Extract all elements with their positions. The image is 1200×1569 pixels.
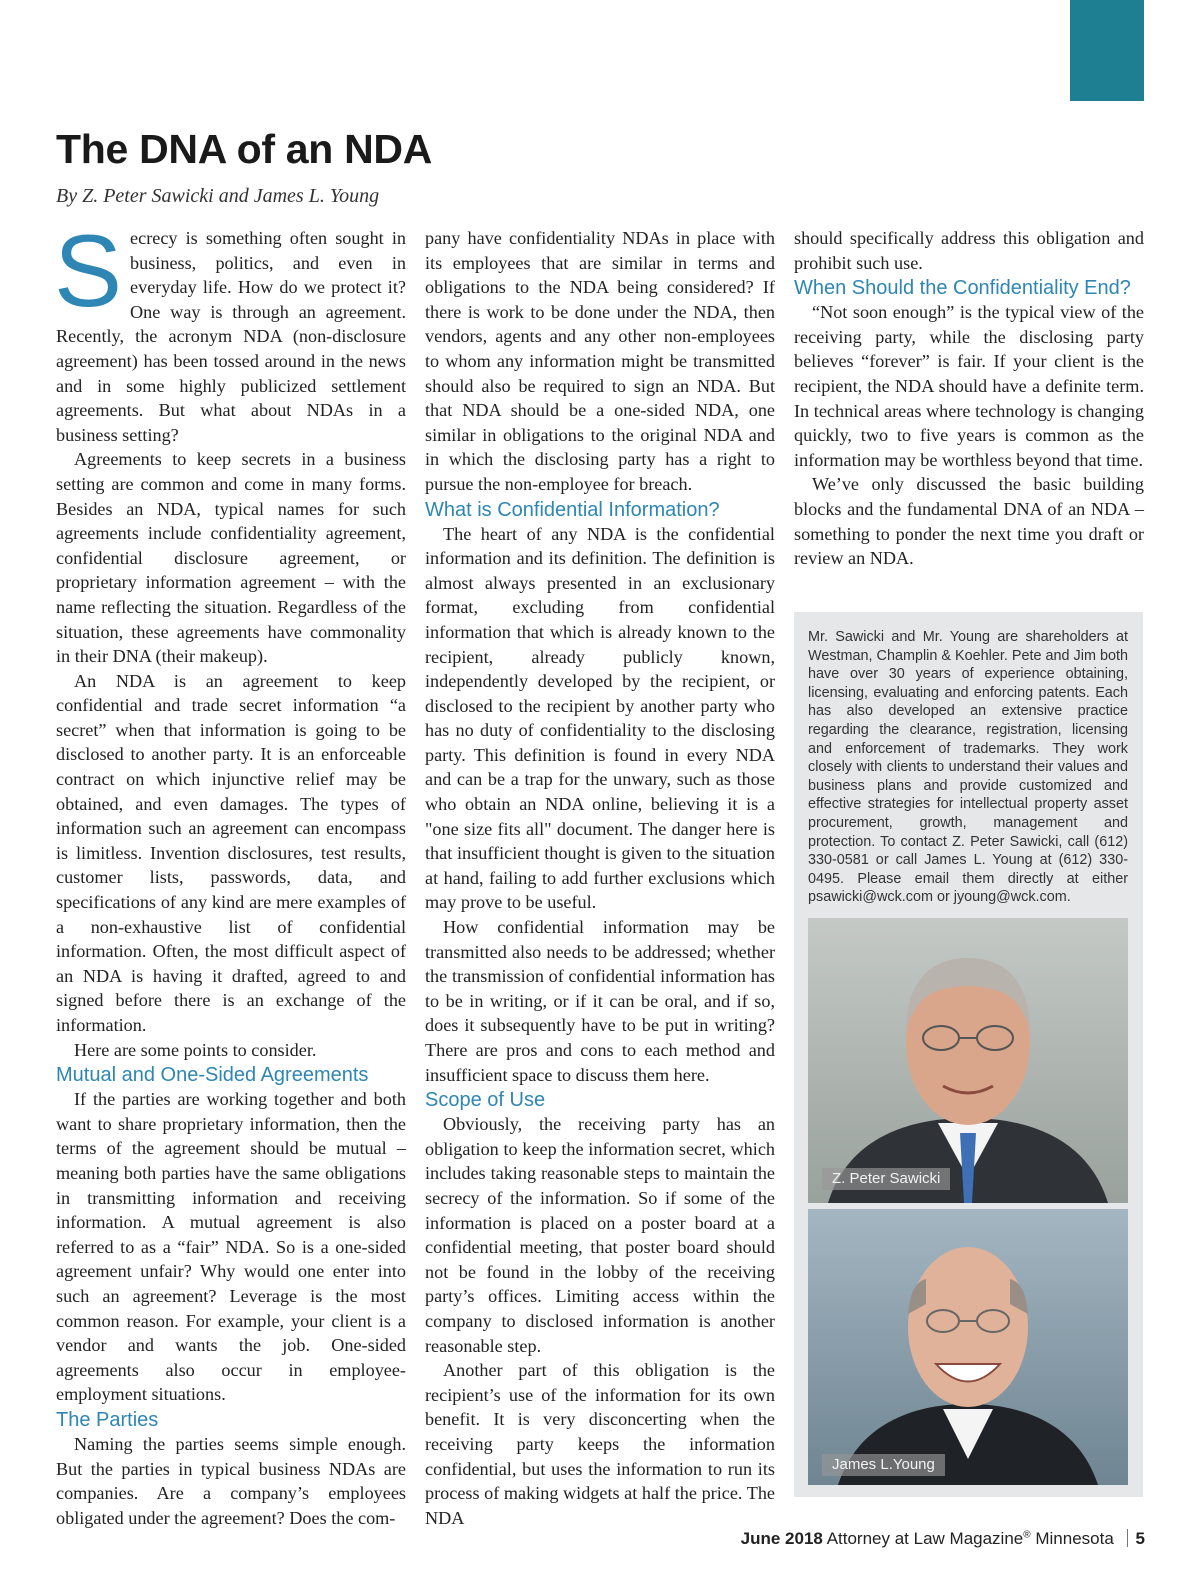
paragraph-text: ecrecy is something often sought in business, politics, and even in everyday life. How do we protect it? One way is through an agreement. Recently, the acronym NDA (non-disclosure agreement) has been tossed around in the news and in some highly publicized settlement agreements. But what about NDAs in a business setting? [56,228,406,445]
photo-caption: Z. Peter Sawicki [822,1168,950,1190]
article-column-1 [54,214,406,1530]
page-number: 5 [1135,1529,1145,1548]
paragraph: Naming the parties seems simple enough. But the parties in typical business NDAs are companies. Are a company’s employees obligated under the agreement? Does the com- [56,1433,406,1528]
article-title: The DNA of an NDA [56,126,433,172]
paragraph: Another part of this obligation is the recipient’s use of the information for its own benefit. It is very disconcerting when the receiving party keeps the information confidential, but uses the information to run its process of making widgets at half the price. The NDA [425,1360,775,1528]
paragraph: should specifically address this obligation and prohibit such use. [794,228,1144,273]
section-heading-parties: The Parties [56,1408,159,1431]
paragraph: An NDA is an agreement to keep confidential and trade secret information “a secret” when that information is going to be disclosed to another party. It is an enforceable contract on which injunctive relief may be obtained, and even damages. The types of information such an agreement can encompass is limitless. Invention disclosures, test results, customer lists, passwords, data, and specifications of any kind are mere examples of a non-exhaustive list of confidential information. Often, the most difficult aspect of an NDA is having it drafted, agreed to and signed before there is an exchange of the information. [56,670,406,1035]
paragraph: pany have confidentiality NDAs in place with its employees that are similar in terms and obligations to the NDA being considered? If there is work to be done under the NDA, then vendors, agents and any other non-employees to whom any information might be transmitted should also be required to sign an NDA. But that NDA should be a one-sided NDA, one similar in obligations to the original NDA and in which the disclosing party has a right to pursue the non-employee for breach. [425,228,775,494]
drop-cap: S [54,214,123,328]
article-column-2 [425,226,775,1530]
footer-divider [1127,1529,1128,1547]
article-column-3 [794,226,1144,571]
page-footer [741,1529,1145,1549]
section-heading-mutual: Mutual and One-Sided Agreements [56,1064,369,1087]
photo-sawicki [808,918,1128,1203]
author-bio: Mr. Sawicki and Mr. Young are shareholders at Westman, Champlin & Koehler. Pete and Jim both have over 30 years of experience obtaining, licensing, evaluating and enforcing patents. Each has also developed an extensive practice regarding the clearance, registration, licensing and enforcement of trademarks. They work closely with clients to understand their values and business plans and provide customized and effective strategies for intellectual property asset procurement, growth, management and protection. To contact Z. Peter Sawicki, call (612) 330-0581 or call James L. Young at (612) 330-0495. Please email them directly at either psawicki@wck.com or jyoung@wck.com. [808,629,1128,906]
article-byline: By Z. Peter Sawicki and James L. Young [56,185,380,207]
paragraph: Agreements to keep secrets in a business setting are common and come in many forms. Besides an NDA, typical names for such agreements include confidentiality agreement, confidential disclosure agreement, or proprietary information agreement – with the name reflecting the situation. Regardless of the situation, these agreements have commonality in their DNA (their makeup). [56,449,406,667]
portrait-illustration [808,918,1128,1203]
registered-mark: ® [1023,1529,1031,1541]
author-bio-box [794,612,1143,1497]
section-heading-scope: Scope of Use [425,1089,546,1112]
portrait-illustration [808,1209,1128,1485]
paragraph: How confidential information may be transmitted also needs to be addressed; whether the transmission of confidential information has to be in writing, or if it can be oral, and if so, does it subsequently have to be put in writing? There are pros and cons to each method and insufficient space to discuss them here. [425,917,775,1085]
paragraph [54,214,406,447]
photo-young [808,1209,1128,1485]
paragraph: “Not soon enough” is the typical view of the receiving party, while the disclosing party believes “forever” is fair. If your client is the recipient, the NDA should have a definite term. In technical areas where technology is changing quickly, two to five years is common as the information may be worthless beyond that time. [794,302,1144,470]
paragraph: Here are some points to consider. [74,1039,317,1060]
issue-date: June 2018 [740,1529,823,1548]
section-heading-confidential: What is Confidential Information? [425,498,720,521]
photo-caption: James L.Young [822,1454,945,1476]
paragraph: We’ve only discussed the basic building blocks and the fundamental DNA of an NDA – something to ponder the next time you draft or review an NDA. [794,474,1144,569]
paragraph: The heart of any NDA is the confidential information and its definition. The definition is almost always presented in an exclusionary format, excluding from confidential information that which is already known to the recipient, already publicly known, independently developed by the recipient, or disclosed to the recipient by another party who has no duty of confidentiality to the disclosing party. This definition is found in every NDA and can be a trap for the unwary, such as those who obtain an NDA online, believing it is a "one size fits all" document. The danger here is that insufficient thought is given to the situation at hand, failing to add further exclusions which may prove to be useful. [425,523,775,913]
paragraph: If the parties are working together and both want to share proprietary information, then the terms of the agreement should be mutual – meaning both parties have the same obligations in transmitting information and receiving information. A mutual agreement is also referred to as a “fair” NDA. So is a one-sided agreement unfair? Why would one enter into such an agreement? Leverage is the most common reason. For example, your client is a vendor and wants the job. One-sided agreements also occur in employee-employment situations. [56,1089,406,1405]
paragraph: Obviously, the receiving party has an obligation to keep the information secret, which includes taking reasonable steps to maintain the secrecy of the information. So if some of the information is placed on a poster board at a confidential meeting, that poster board should not be found in the lobby of the receiving party’s offices. Limiting access within the company to disclosed information is another reasonable step. [425,1114,775,1356]
section-heading-end: When Should the Confidentiality End? [794,277,1131,300]
edition-name: Minnesota [1035,1529,1114,1548]
header-accent-tab [1070,0,1144,101]
magazine-name: Attorney at Law Magazine [826,1529,1024,1548]
